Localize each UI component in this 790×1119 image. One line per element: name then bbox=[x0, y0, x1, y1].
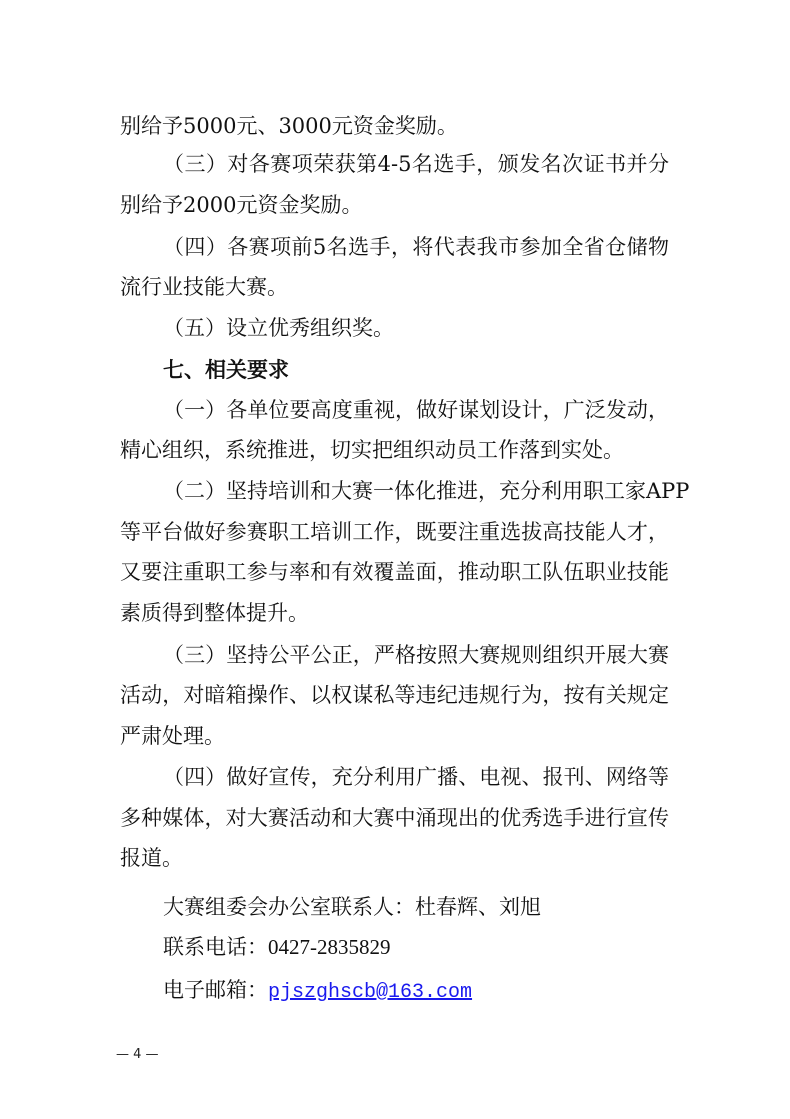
paragraph-line: 别给予2000元资金奖励。 bbox=[120, 193, 363, 217]
paragraph-line: （一）各单位要高度重视，做好谋划设计，广泛发动， bbox=[163, 398, 669, 422]
paragraph-line: （五）设立优秀组织奖。 bbox=[163, 316, 394, 340]
paragraph-line: （二）坚持培训和大赛一体化推进，充分利用职工家APP bbox=[163, 479, 690, 503]
paragraph-line: 又要注重职工参与率和有效覆盖面，推动职工队伍职业技能 bbox=[120, 560, 669, 584]
contact-email-row bbox=[163, 980, 472, 1003]
paragraph-line: 精心组织，系统推进，切实把组织动员工作落到实处。 bbox=[120, 438, 624, 462]
phone-label: 联系电话： bbox=[163, 935, 268, 959]
paragraph-line: 多种媒体，对大赛活动和大赛中涌现出的优秀选手进行宣传 bbox=[120, 806, 669, 830]
paragraph-line: 活动，对暗箱操作、以权谋私等违纪违规行为，按有关规定 bbox=[120, 683, 669, 707]
paragraph-line: （四）各赛项前5名选手，将代表我市参加全省仓储物 bbox=[163, 235, 669, 259]
page-number: — 4 — bbox=[116, 1047, 159, 1062]
email-label: 电子邮箱： bbox=[163, 978, 268, 1002]
paragraph-line: 等平台做好参赛职工培训工作，既要注重选拔高技能人才， bbox=[120, 520, 669, 544]
paragraph-line: 素质得到整体提升。 bbox=[120, 601, 309, 625]
contact-phone-row bbox=[163, 937, 391, 958]
section-heading: 七、相关要求 bbox=[163, 357, 289, 382]
paragraph-line: 流行业技能大赛。 bbox=[120, 275, 288, 299]
contact-person: 大赛组委会办公室联系人：杜春辉、刘旭 bbox=[163, 895, 541, 919]
paragraph-line: 别给予5000元、3000元资金奖励。 bbox=[120, 114, 458, 138]
paragraph-line: （三）对各赛项荣获第4-5名选手，颁发名次证书并分 bbox=[163, 152, 669, 176]
paragraph-line: （三）坚持公平公正，严格按照大赛规则组织开展大赛 bbox=[163, 643, 669, 667]
paragraph-line: 严肃处理。 bbox=[120, 724, 225, 748]
email-link[interactable]: pjszghscb@163.com bbox=[268, 981, 473, 1004]
phone-number: 0427-2835829 bbox=[268, 935, 391, 959]
paragraph-line: （四）做好宣传，充分利用广播、电视、报刊、网络等 bbox=[163, 765, 669, 789]
paragraph-line: 报道。 bbox=[120, 846, 183, 870]
